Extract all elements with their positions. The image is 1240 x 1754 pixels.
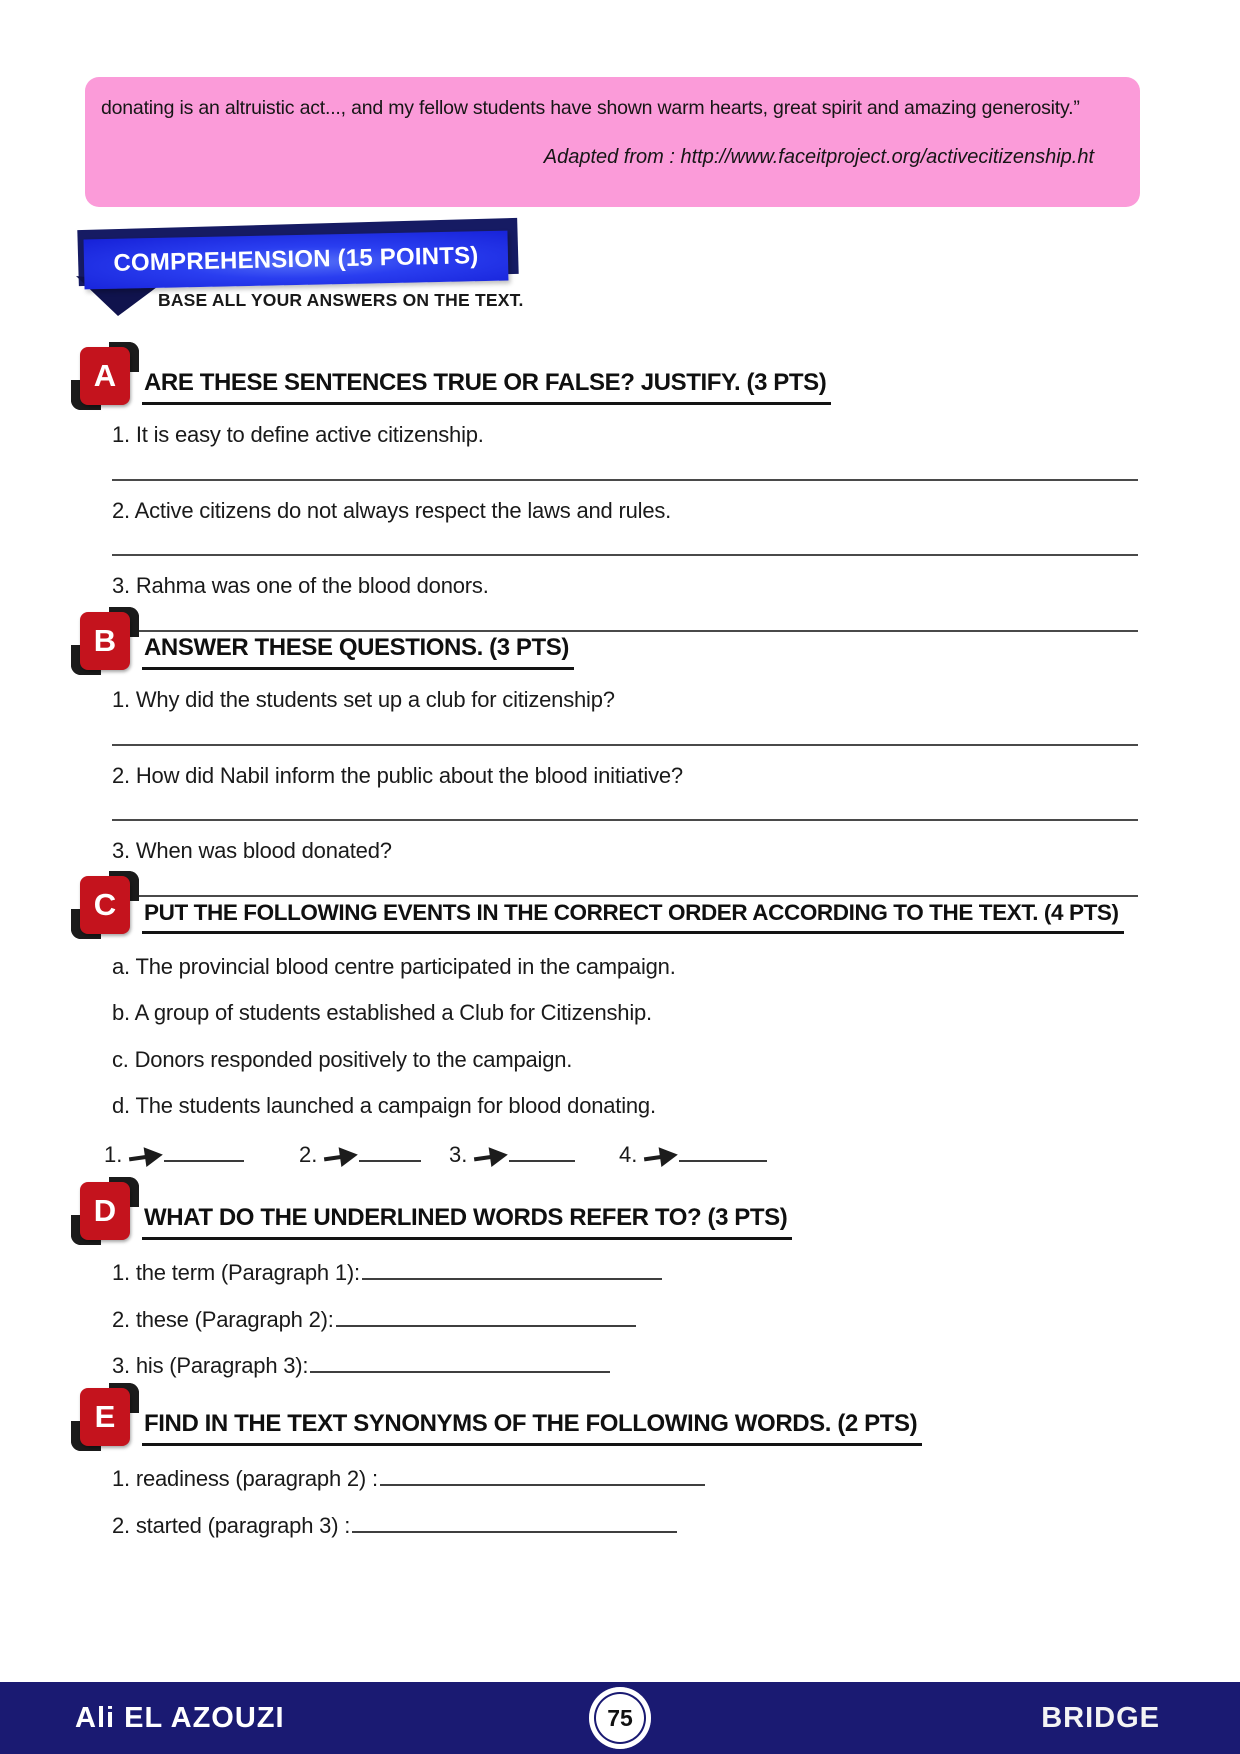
statement-1: 1. It is easy to define active citizenship. — [112, 422, 484, 447]
section-e-badge — [80, 1388, 130, 1446]
synonym-item-2 — [112, 1511, 1140, 1540]
order-answer-line — [359, 1160, 421, 1162]
synonym-item-1 — [112, 1464, 1140, 1493]
section-c-badge — [80, 876, 130, 934]
answer-line — [112, 744, 1138, 746]
page-number-circle — [589, 1687, 651, 1749]
order-answer-line — [164, 1160, 244, 1162]
order-slot-4 — [619, 1142, 767, 1168]
reference-label: 3. his (Paragraph 3): — [112, 1353, 309, 1378]
quote-source: Adapted from : http://www.faceitproject.org/activecitizenship.ht — [543, 146, 1094, 168]
banner-title: COMPREHENSION (15 POINTS) — [113, 242, 479, 277]
synonym-label: 1. readiness (paragraph 2) : — [112, 1466, 378, 1491]
arrow-right-icon — [643, 1144, 679, 1170]
reference-item-3 — [112, 1351, 1140, 1380]
reference-item-2 — [112, 1305, 1140, 1334]
statement-3: 3. Rahma was one of the blood donors. — [112, 573, 489, 599]
answer-line — [112, 554, 1138, 556]
quote-text: donating is an altruistic act..., and my fellow students have shown warm hearts, great spirit and amazing generosity.” — [101, 97, 1080, 119]
section-e-heading: FIND IN THE TEXT SYNONYMS OF THE FOLLOWING WORDS. (2 PTS) — [142, 1410, 922, 1446]
reference-item-1 — [112, 1258, 1140, 1287]
arrow-right-icon — [473, 1144, 509, 1170]
event-c: c. Donors responded positively to the campaign. — [112, 1046, 573, 1072]
order-slot-1 — [104, 1142, 299, 1168]
section-a — [80, 347, 1140, 632]
section-c-letter: C — [80, 876, 130, 934]
section-d-letter: D — [80, 1182, 130, 1240]
order-answer-line — [679, 1160, 767, 1162]
reference-label: 2. these (Paragraph 2): — [112, 1306, 334, 1332]
section-e-letter: E — [80, 1388, 130, 1446]
event-d: d. The students launched a campaign for blood donating. — [112, 1093, 656, 1119]
answer-line — [112, 479, 1138, 481]
section-b-badge — [80, 612, 130, 670]
question-1: 1. Why did the students set up a club for citizenship? — [112, 687, 615, 712]
question-3: 3. When was blood donated? — [112, 838, 392, 864]
section-b-letter: B — [80, 612, 130, 670]
order-slot-3 — [449, 1142, 619, 1168]
slot-number: 2. — [299, 1141, 318, 1167]
section-b-header — [80, 612, 1140, 670]
section-c-header — [80, 876, 1140, 934]
footer-author: Ali EL AZOUZI — [75, 1701, 285, 1734]
section-d-heading: WHAT DO THE UNDERLINED WORDS REFER TO? (3 PTS) — [142, 1204, 792, 1240]
quote-box — [85, 77, 1140, 207]
section-c-heading: PUT THE FOLLOWING EVENTS IN THE CORRECT ORDER ACCORDING TO THE TEXT. (4 PTS) — [142, 900, 1124, 934]
banner-subtitle: BASE ALL YOUR ANSWERS ON THE TEXT. — [158, 290, 524, 310]
answer-line — [380, 1464, 705, 1486]
section-d-header — [80, 1182, 1140, 1240]
footer-bar — [0, 1682, 1240, 1754]
synonym-label: 2. started (paragraph 3) : — [112, 1512, 351, 1538]
order-answer-line — [509, 1160, 575, 1162]
answer-line — [310, 1351, 610, 1373]
section-e-header — [80, 1388, 1140, 1446]
slot-number: 4. — [619, 1141, 638, 1167]
order-row — [104, 1142, 1140, 1168]
statement-2: 2. Active citizens do not always respect the laws and rules. — [112, 497, 672, 523]
arrow-right-icon — [128, 1144, 164, 1170]
footer-brand: BRIDGE — [1041, 1701, 1160, 1734]
answer-line — [362, 1258, 662, 1280]
event-b: b. A group of students established a Club for Citizenship. — [112, 1000, 652, 1026]
section-a-header — [80, 347, 1140, 405]
section-d — [80, 1182, 1140, 1380]
section-b-heading: ANSWER THESE QUESTIONS. (3 PTS) — [142, 634, 574, 670]
answer-line — [112, 819, 1138, 821]
arrow-right-icon — [323, 1144, 359, 1170]
slot-number: 1. — [104, 1141, 123, 1167]
event-a: a. The provincial blood centre participated in the campaign. — [112, 954, 676, 979]
section-d-badge — [80, 1182, 130, 1240]
reference-label: 1. the term (Paragraph 1): — [112, 1260, 360, 1285]
section-a-letter: A — [80, 347, 130, 405]
order-slot-2 — [299, 1142, 449, 1168]
slot-number: 3. — [449, 1141, 468, 1167]
answer-line — [352, 1511, 677, 1533]
ribbon-front — [84, 231, 509, 290]
section-c — [80, 876, 1140, 1168]
section-a-heading: ARE THESE SENTENCES TRUE OR FALSE? JUSTIFY. (3 PTS) — [142, 369, 831, 405]
section-e — [80, 1388, 1140, 1539]
page-number: 75 — [607, 1704, 633, 1731]
section-b — [80, 612, 1140, 897]
answer-line — [336, 1305, 636, 1327]
section-a-badge — [80, 347, 130, 405]
question-2: 2. How did Nabil inform the public about the blood initiative? — [112, 762, 683, 788]
